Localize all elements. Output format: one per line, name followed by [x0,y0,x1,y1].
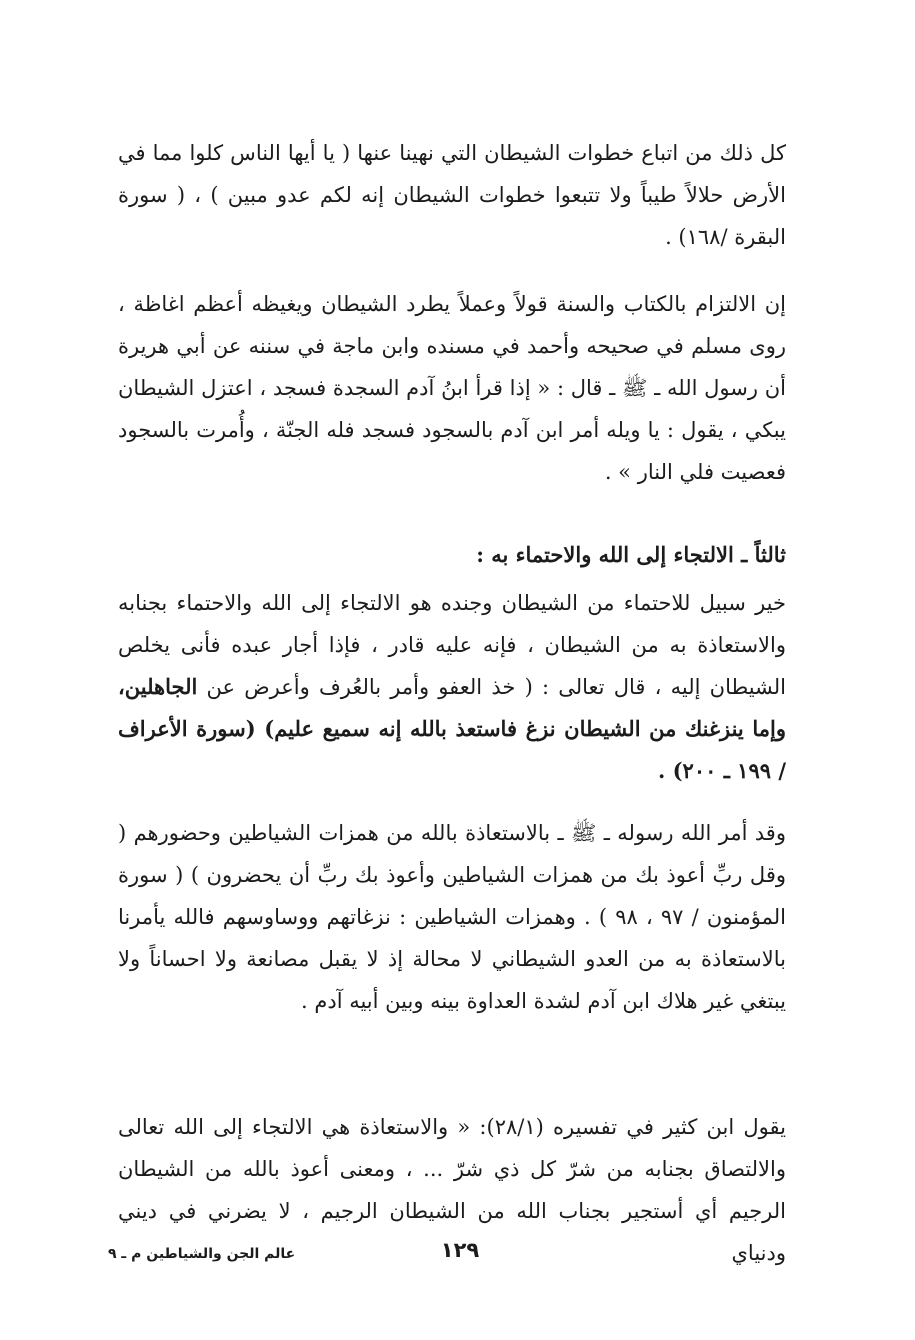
paragraph-text: وقد أمر الله رسوله ـ ﷺ ـ بالاستعاذة بالله من همزات الشياطين وحضورهم ( وقل ربِّ أعوذ بك من همزات الشياطين وأعوذ بك ربِّ أن يحضرون ) ( سورة المؤمنون / ٩٧ ، ٩٨ ) . وهمزات الشياطين : نزغاتهم ووساوسهم فالله يأمرنا بالاستعاذة به من العدو الشيطاني لا محالة إذ لا يقبل مصانعة ولا احساناً ولا يبتغي غير هلاك ابن آدم لشدة العداوة بينه وبين أبيه آدم . [118,821,786,1013]
paragraph-prophet-command [118,812,786,1022]
paragraph-text: إن الالتزام بالكتاب والسنة قولاً وعملاً يطرد الشيطان ويغيظه أعظم اغاظة ، روى مسلم في صحيحه وأحمد في مسنده وابن ماجة في سننه عن أبي هريرة أن رسول الله ـ ﷺ ـ قال : « إذا قرأ ابنُ آدم السجدة فسجد ، اعتزل الشيطان يبكي ، يقول : يا ويله أمر ابن آدم بالسجود فسجد فله الجنّة ، وأُمرت بالسجود فعصيت فلي النار » . [118,292,786,484]
book-title-footer: عالم الجن والشياطين م ـ ٩ [108,1246,296,1262]
paragraph-text: كل ذلك من اتباع خطوات الشيطان التي نهينا عنها ( يا أيها الناس كلوا مما في الأرض حلالاً طيباً ولا تتبعوا خطوات الشيطان إنه لكم عدو مبين ) ، ( سورة البقرة /١٦٨) . [118,141,786,249]
quran-verse-bold: الجاهلين، وإما ينزغنك من الشيطان نزغ فاستعذ بالله إنه سميع عليم) (سورة الأعراف / ١٩٩ ـ ٢٠٠) . [118,674,786,783]
section-heading-third [118,534,786,576]
paragraph-commitment-to-sunnah [118,283,786,493]
page-number: ١٢٩ [440,1238,480,1262]
section-heading: ثالثاً ـ الالتجاء إلى الله والاحتماء به : [476,542,786,567]
paragraph-text: يقول ابن كثير في تفسيره (٢٨/١): « والاستعاذة هي الالتجاء إلى الله تعالى والالتصاق بجنابه من شرّ كل ذي شرّ ... ، ومعنى أعوذ بالله من الشيطان الرجيم أي أستجير بجناب الله من الشيطان الرجيم ، لا يضرني في ديني ودنياي [118,1115,786,1265]
paragraph-text [118,582,786,792]
paragraph-seeking-refuge [118,582,786,792]
paragraph-satan-footsteps [118,132,786,258]
paragraph-normal-text: خير سبيل للاحتماء من الشيطان وجنده هو الالتجاء إلى الله والاحتماء بجنابه والاستعاذة به من الشيطان ، فإنه عليه قادر ، فإذا أجار عبده فأنى يخلص الشيطان إليه ، قال تعالى : ( خذ العفو وأمر بالعُرف وأعرض عن [118,591,786,699]
